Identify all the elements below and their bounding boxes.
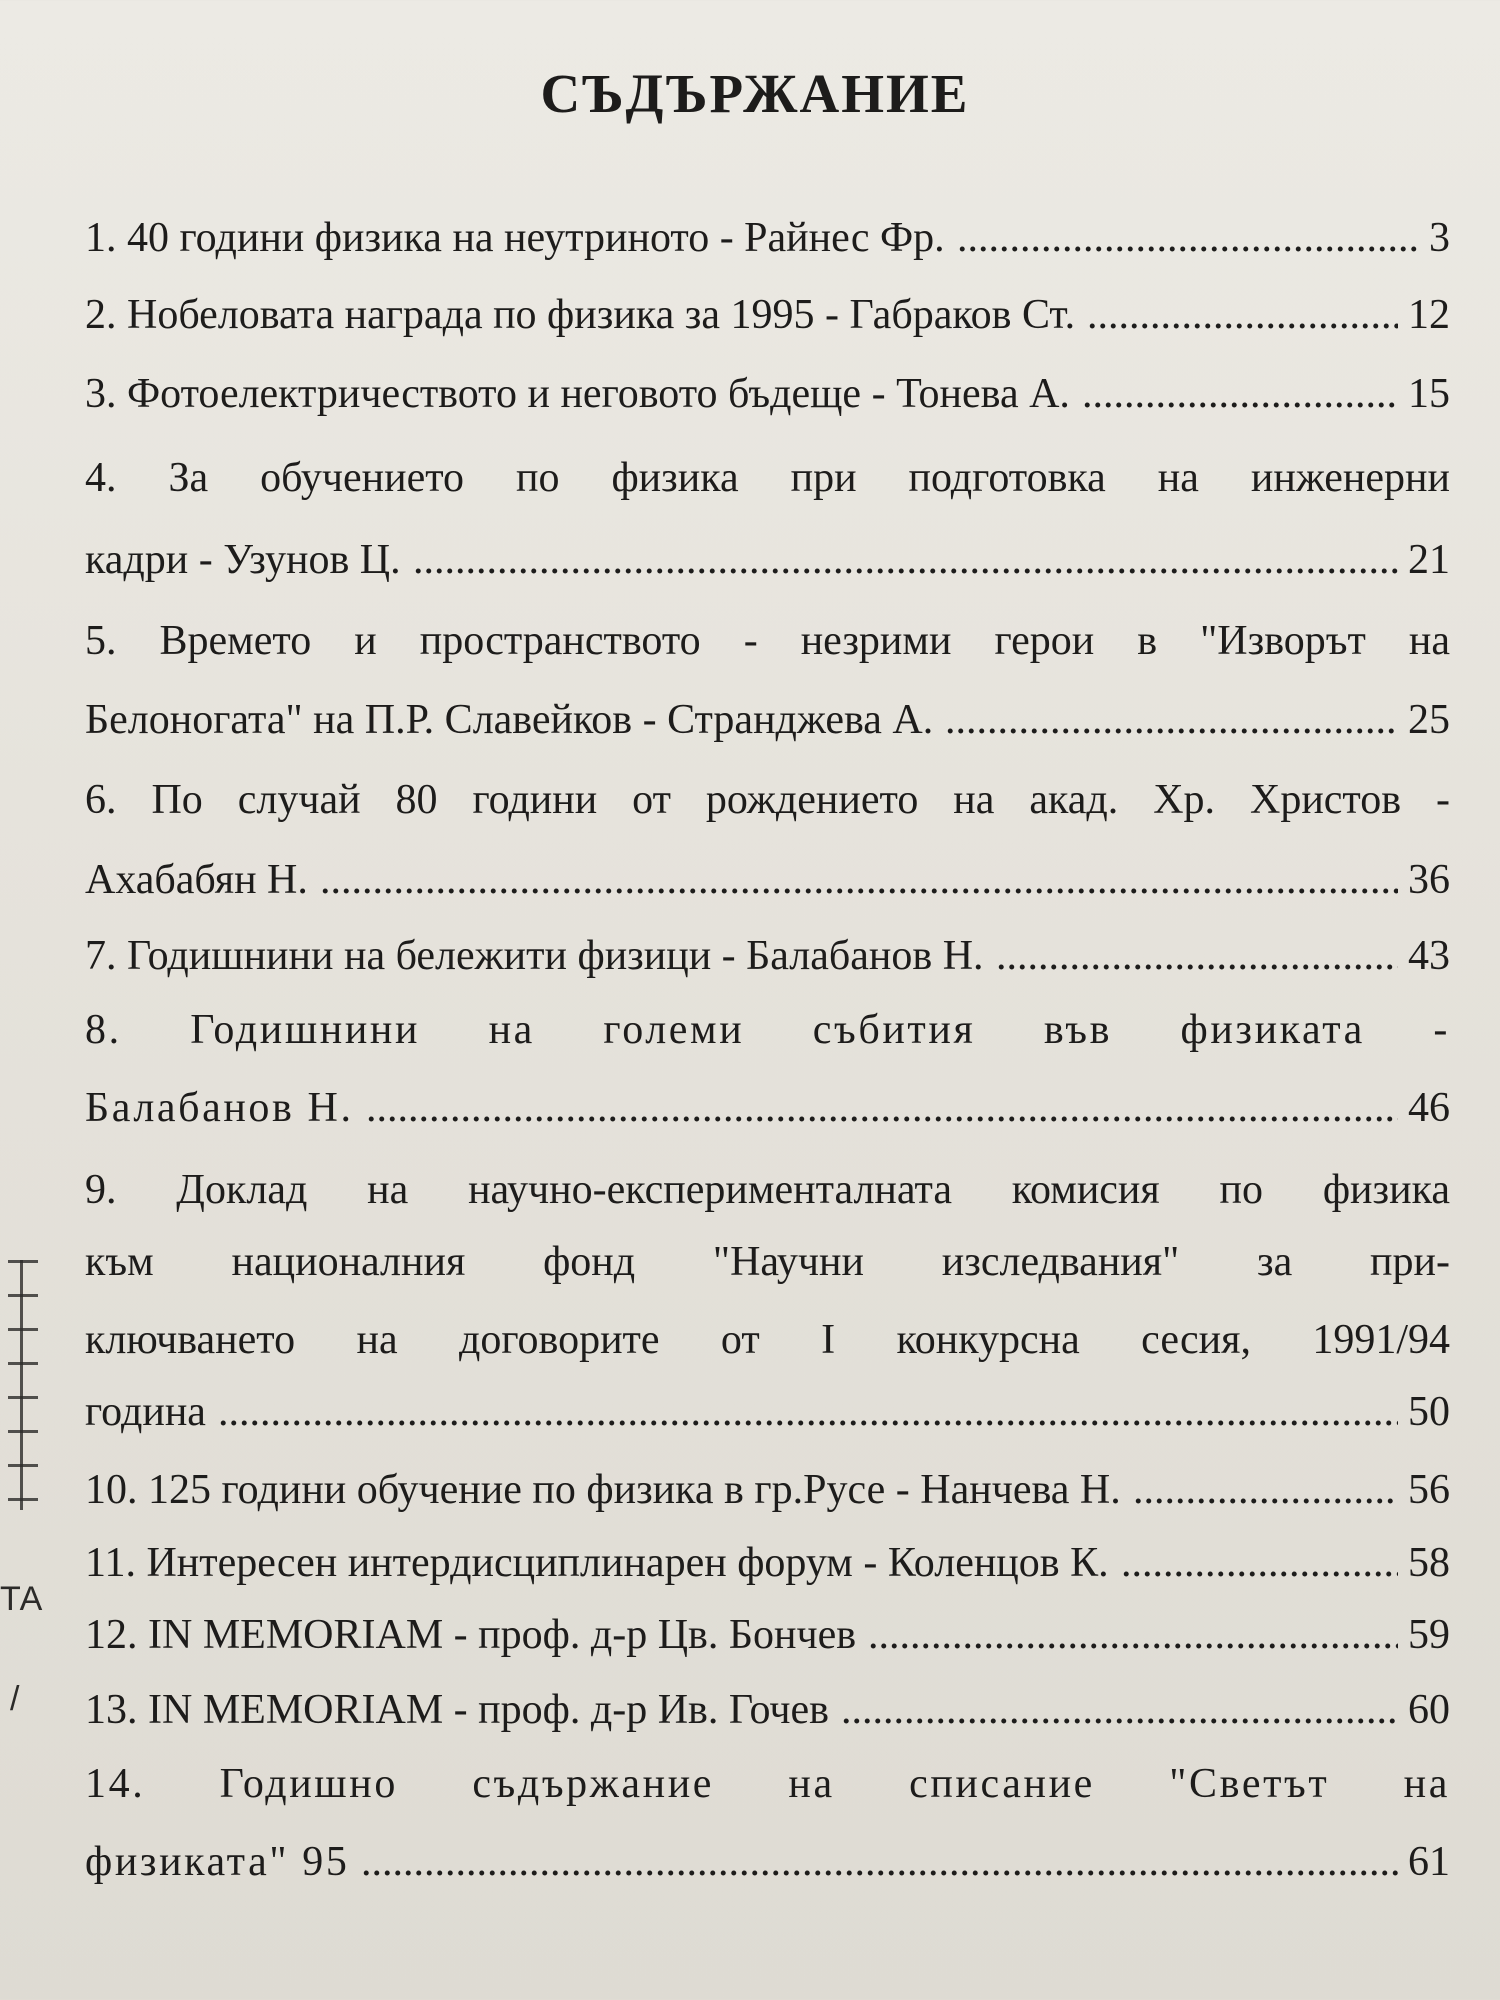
toc-entry-line bbox=[0, 364, 1500, 424]
toc-page-number: 56 bbox=[1408, 1467, 1450, 1513]
toc-page-number: 46 bbox=[1408, 1085, 1450, 1131]
toc-page-number: 21 bbox=[1408, 537, 1450, 583]
toc-entry-line bbox=[0, 770, 1500, 830]
toc-leader-dots bbox=[1121, 1533, 1398, 1593]
toc-entry-line bbox=[0, 1232, 1500, 1292]
toc-leader-dots bbox=[1087, 285, 1398, 345]
toc-entry-line bbox=[0, 285, 1500, 345]
toc-entry-line bbox=[0, 1832, 1500, 1892]
toc-leader-dots bbox=[366, 1078, 1398, 1138]
toc-leader-dots bbox=[361, 1832, 1398, 1892]
toc-entry-line bbox=[0, 208, 1500, 268]
toc-entry-line bbox=[0, 1605, 1500, 1665]
toc-leader-dots bbox=[945, 690, 1398, 750]
toc-entry-text: 11. Интересен интердисциплинарен форум - Коленцов К. bbox=[85, 1540, 1109, 1586]
toc-entry-line bbox=[0, 1000, 1500, 1060]
toc-leader-dots bbox=[1082, 364, 1398, 424]
toc-entry-text: физиката" 95 bbox=[85, 1839, 350, 1885]
toc-leader-dots bbox=[996, 926, 1398, 986]
toc-entry-text: към националния фонд "Научни изследвания" за при- bbox=[85, 1239, 1450, 1285]
toc-entry-line bbox=[0, 611, 1500, 671]
toc-leader-dots bbox=[841, 1680, 1398, 1740]
margin-bar-line bbox=[20, 1260, 23, 1510]
toc-leader-dots bbox=[218, 1382, 1398, 1442]
toc-page-number: 61 bbox=[1408, 1839, 1450, 1885]
toc-page-number: 3 bbox=[1429, 215, 1450, 261]
toc-entry-line bbox=[0, 1680, 1500, 1740]
toc-page-number: 36 bbox=[1408, 857, 1450, 903]
toc-entry-line bbox=[0, 448, 1500, 508]
toc-entry-text: ключването на договорите от I конкурсна сесия, 1991/94 bbox=[85, 1317, 1450, 1363]
toc-leader-dots bbox=[320, 850, 1398, 910]
toc-page-number: 59 bbox=[1408, 1612, 1450, 1658]
toc-entry-line bbox=[0, 1078, 1500, 1138]
toc-entry-text: 12. IN MEMORIAM - проф. д-р Цв. Бончев bbox=[85, 1612, 857, 1658]
toc-page-number: 50 bbox=[1408, 1389, 1450, 1435]
toc-entry-text: 1. 40 години физика на неутриното - Райнес Фр. bbox=[85, 215, 945, 261]
toc-entry-text: Белоногата" на П.Р. Славейков - Странджева А. bbox=[85, 697, 934, 743]
toc-entry-line bbox=[0, 1310, 1500, 1370]
toc-entry-text: 7. Годишнини на бележити физици - Балабанов Н. bbox=[85, 933, 984, 979]
toc-page-number: 43 bbox=[1408, 933, 1450, 979]
toc-entry-text: 3. Фотоелектричеството и неговото бъдеще - Тонева А. bbox=[85, 371, 1070, 417]
toc-page-number: 60 bbox=[1408, 1687, 1450, 1733]
toc-entry-text: 6. По случай 80 години от рождението на акад. Хр. Христов - bbox=[85, 777, 1450, 823]
toc-entry-text: 4. За обучението по физика при подготовка на инженерни bbox=[85, 455, 1450, 501]
toc-leader-dots bbox=[1133, 1460, 1398, 1520]
toc-entry-text: 14. Годишно съдържание на списание "Светът на bbox=[85, 1761, 1450, 1807]
toc-entry-text: 8. Годишнини на големи събития във физиката - bbox=[85, 1007, 1450, 1053]
toc-entry-line bbox=[0, 926, 1500, 986]
toc-page-number: 25 bbox=[1408, 697, 1450, 743]
toc-page-number: 15 bbox=[1408, 371, 1450, 417]
toc-entry-text: 13. IN MEMORIAM - проф. д-р Ив. Гочев bbox=[85, 1687, 829, 1733]
page-title: СЪДЪРЖАНИЕ bbox=[540, 63, 970, 124]
toc-page-number: 12 bbox=[1408, 292, 1450, 338]
toc-entry-line bbox=[0, 1382, 1500, 1442]
toc-entry-line bbox=[0, 530, 1500, 590]
left-margin-fragment bbox=[0, 1260, 50, 1740]
margin-bars-graphic bbox=[8, 1260, 38, 1510]
margin-text-fragment: ТА bbox=[0, 1580, 43, 1618]
toc-entry-line bbox=[0, 1460, 1500, 1520]
toc-entry-text: кадри - Узунов Ц. bbox=[85, 537, 401, 583]
toc-leader-dots bbox=[868, 1605, 1398, 1665]
toc-page-number: 58 bbox=[1408, 1540, 1450, 1586]
toc-entry-line bbox=[0, 1754, 1500, 1814]
toc-entry-text: 5. Времето и пространството - незрими герои в "Изворът на bbox=[85, 618, 1450, 664]
toc-entry-text: Балабанов Н. bbox=[85, 1085, 354, 1131]
toc-entry-text: 2. Нобеловата награда по физика за 1995 - Габраков Ст. bbox=[85, 292, 1076, 338]
toc-entry-text: 10. 125 години обучение по физика в гр.Русе - Нанчева Н. bbox=[85, 1467, 1121, 1513]
toc-leader-dots bbox=[413, 530, 1398, 590]
toc-entry-text: Ахабабян Н. bbox=[85, 857, 308, 903]
toc-entry-line bbox=[0, 1533, 1500, 1593]
toc-entry-line bbox=[0, 1160, 1500, 1220]
toc-entry-text: година bbox=[85, 1389, 206, 1435]
toc-entry-line bbox=[0, 850, 1500, 910]
toc-entry-line bbox=[0, 690, 1500, 750]
margin-text-fragment-2: / bbox=[10, 1680, 20, 1718]
toc-leader-dots bbox=[957, 208, 1419, 268]
toc-entry-text: 9. Доклад на научно-експерименталната комисия по физика bbox=[85, 1167, 1450, 1213]
